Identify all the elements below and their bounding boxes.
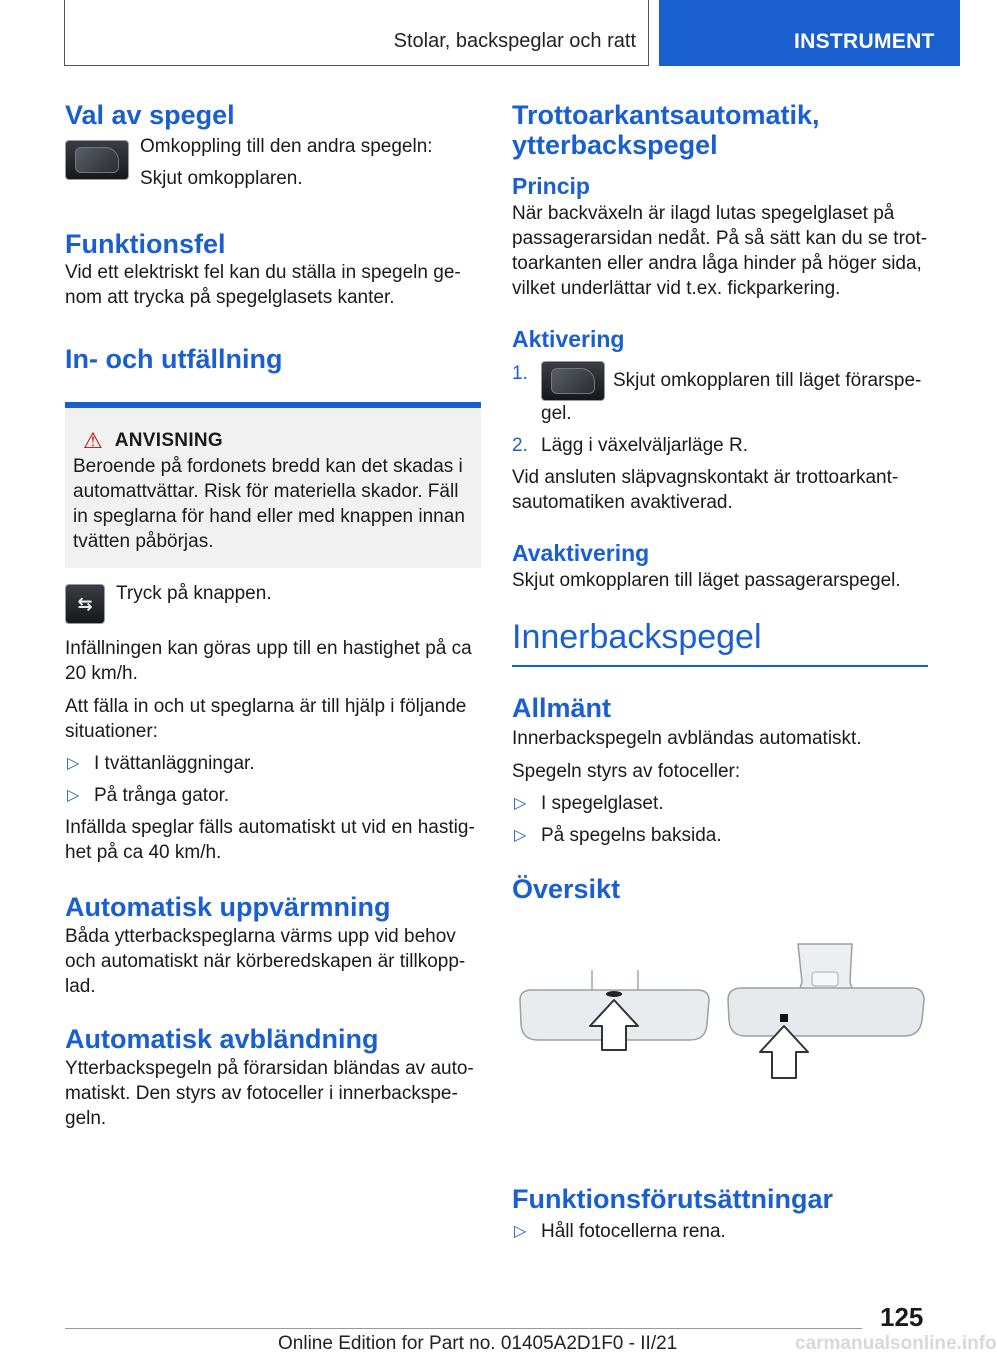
section-title: Stolar, backspeglar och ratt [393,30,636,52]
footer-divider [65,1328,862,1329]
right-column [512,100,928,1244]
triangle-right-icon: ▷ [67,787,80,804]
list-item: ▷ I spegelglaset. [514,793,664,814]
heading-aktivering: Aktivering [512,326,625,352]
list-item: 2. Lägg i växelväljarläge R. [512,435,749,456]
innerbackspegel-heading-block [512,617,928,667]
warning-header [83,430,473,452]
chapter-tab[interactable] [659,0,960,66]
fold-button-text: Tryck på knappen. [116,583,272,604]
list-item: 1. Skjut omkopplaren till läget förarspe-gel. [512,363,922,424]
edition-text: Online Edition for Part no. 01405A2D1F0 - II/21 [278,1333,678,1354]
infallning-p3: Infällda speglar fälls automatiskt ut vid en hastig-het på ca 40 km/h. [65,817,475,863]
list-item: ▷ Håll fotocellerna rena. [514,1221,726,1242]
val-line1: Omkoppling till den andra spegeln: [140,136,433,157]
heading-allmant: Allmänt [512,693,612,723]
triangle-right-icon: ▷ [514,795,527,812]
triangle-right-icon: ▷ [514,827,527,844]
fold-button-row [65,584,481,624]
aktivering-note: Vid ansluten släpvagnskontakt är trottoarkant-sautomatiken avaktiverad. [512,467,899,513]
heading-avaktivering: Avaktivering [512,540,650,566]
avblandning-text: Ytterbackspegeln på förarsidan bländas av auto-matiskt. Den styrs av fotoceller i innerbackspe-geln. [65,1058,474,1129]
princip-text: När backväxeln är ilagd lutas spegelglaset på passagerarsidan nedåt. På så sätt kan du se trot-toarkanten eller andra låga hinder på höger sida, vilket underlättar vid t.ex. fickparkering. [512,203,928,299]
warning-box [65,402,481,568]
fold-mirror-button-icon: ⇆ [65,584,105,624]
page-number: 125 [880,1302,924,1332]
triangle-right-icon: ▷ [67,755,80,772]
mirror-select-row [65,136,481,191]
heading-avblandning: Automatisk avbländning [65,1024,379,1054]
infallning-p2: Att fälla in och ut speglarna är till hjälp i följande situationer: [65,696,467,742]
left-column [65,100,481,1131]
watermark: carmanualsonline.info [795,1333,997,1354]
heading-trottoar: Trottoarkantsautomatik, ytterbackspegel [512,100,820,160]
heading-infallning: In- och utfällning [65,344,283,374]
heading-princip: Princip [512,173,590,199]
chapter-tab-label: INSTRUMENT [794,30,935,53]
funktionsfel-text: Vid ett elektriskt fel kan du ställa in spegeln ge-nom att trycka på spegelglasets kanter. [65,262,461,308]
heading-funktionsfel: Funktionsfel [65,229,226,259]
mirror-switch-icon [65,140,129,180]
infallning-p1: Infällningen kan göras upp till en hastighet på ca 20 km/h. [65,638,472,684]
uppvarmning-text: Båda ytterbackspeglarna värms upp vid behov och automatiskt när körberedskapen är tillkopp-lad. [65,926,466,997]
heading-innerbackspegel: Innerbackspegel [512,618,762,656]
rear-mirror-illustration [512,944,928,1174]
list-item: ▷ På trånga gator. [67,785,230,806]
header-box [64,0,649,66]
avaktivering-text: Skjut omkopplaren till läget passagerarspegel. [512,570,901,591]
allmant-p2: Spegeln styrs av fotoceller: [512,761,741,782]
warning-triangle-icon: ⚠ [83,428,103,453]
heading-uppvarmning: Automatisk uppvärmning [65,892,391,922]
mirror-switch-icon [541,361,605,401]
warning-title: ANVISNING [114,430,224,451]
warning-text: Beroende på fordonets bredd kan det skadas i automattvättar. Risk för materiella skador. Fäll in speglarna för hand eller med knappen innan tvätten påbörjas. [73,456,465,552]
allmant-p1: Innerbackspegeln avbländas automatiskt. [512,728,862,749]
triangle-right-icon: ▷ [514,1223,527,1240]
heading-oversikt: Översikt [512,874,621,904]
heading-forutsattningar: Funktionsförutsättningar [512,1184,833,1214]
list-item: ▷ I tvättanläggningar. [67,753,255,774]
val-line2: Skjut omkopplaren. [140,168,303,189]
heading-val-av-spegel: Val av spegel [65,100,235,130]
list-item: ▷ På spegelns baksida. [514,825,722,846]
rear-mirror-svg [512,944,928,1134]
